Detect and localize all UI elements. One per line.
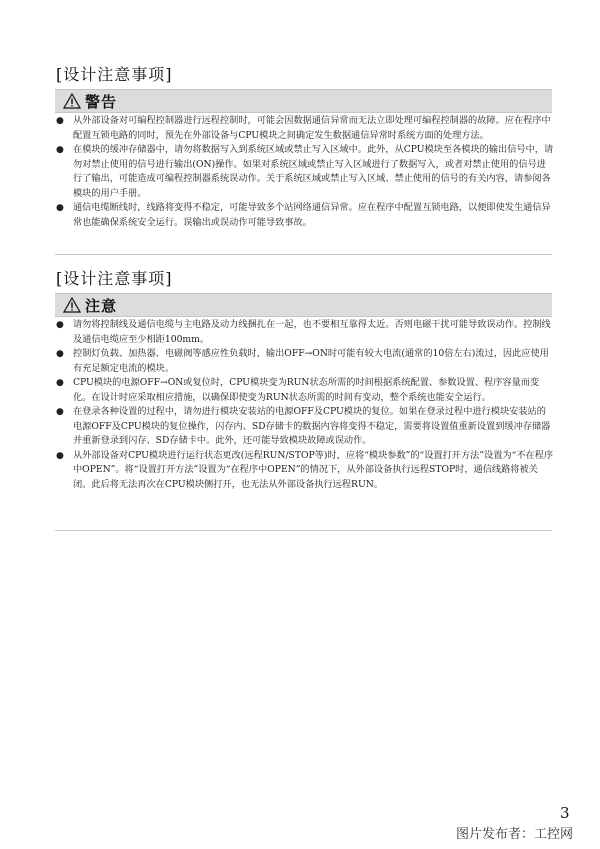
caution-header xyxy=(55,293,552,317)
list-item-text: CPU模块的电源OFF→ON或复位时，CPU模块变为RUN状态所需的时间根据系统配置、参数设置、程序容量而变化。在设计时应采取相应措施，以确保即使变为RUN状态所需的时间有变动，整个系统也能安全运行。 xyxy=(73,377,540,403)
warning-header-label: 警告 xyxy=(85,92,118,111)
caution-list xyxy=(54,318,554,492)
list-item-text: 在模块的缓冲存储器中，请勿将数据写入到系统区域或禁止写入区域中。此外，从CPU模块至各模块的输出信号中，请勿对禁止使用的信号进行输出(ON)操作。如果对系统区域或禁止写入区域进行了数据写入，或者对禁止使用的信号进行了输出，可能造成可编程控制器系统误动作。关于系统区域或禁止写入区域、禁止使用的信号的有关内容，请参阅各模块的用户手册。 xyxy=(73,144,554,199)
list-item-text: 从外部设备对CPU模块进行运行状态更改(远程RUN/STOP等)时，应将“模块参数”的“设置打开方法”设置为“不在程序中OPEN”。将“设置打开方法”设置为“在程序中OPEN”的情况下，从外部设备执行远程STOP时，通信线路将被关闭。此后将无法再次在CPU模块侧打开，也无法从外部设备执行远程RUN。 xyxy=(73,449,554,490)
list-item xyxy=(54,405,554,449)
list-item xyxy=(54,347,554,376)
list-item-text: 在登录各种设置的过程中，请勿进行模块安装站的电源OFF及CPU模块的复位。如果在登录过程中进行模块安装站的电源OFF及CPU模块的复位操作，闪存内、SD存储卡的数据内容将变得不稳定，需要将设置值重新设置到缓冲存储器并重新登录到闪存、SD存储卡中。此外，还可能导致模块故障或误动作。 xyxy=(73,406,551,446)
list-item-text: 控制灯负载、加热器、电磁阀等感应性负载时，输出OFF→ON时可能有较大电流(通常的10倍左右)流过，因此应使用有充足额定电流的模块。 xyxy=(73,348,549,374)
bullet-icon: ● xyxy=(56,320,64,330)
list-item xyxy=(54,376,554,405)
bullet-icon: ● xyxy=(56,145,64,155)
list-item-text: 从外部设备对可编程控制器进行远程控制时，可能会因数据通信异常而无法立即处理可编程控制器的故障。应在程序中配置互锁电路的同时，预先在外部设备与CPU模块之间确定发生数据通信异常时系统方面的处理方法。 xyxy=(73,115,551,141)
section-title-design-warning: [设计注意事项] xyxy=(56,65,173,84)
list-item-text: 通信电缆断线时，线路将变得不稳定，可能导致多个站网络通信异常。应在程序中配置互锁电路，以便即使发生通信异常也能确保系统安全运行。误输出或误动作可能导致事故。 xyxy=(73,202,551,228)
bullet-icon: ● xyxy=(56,450,64,461)
bullet-icon: ● xyxy=(56,349,64,359)
footer-credit: 图片发布者：工控网 xyxy=(456,827,574,842)
section-title-design-caution: [设计注意事项] xyxy=(56,269,173,288)
caution-triangle-icon xyxy=(63,297,81,313)
section-divider xyxy=(55,254,552,255)
page-number: 3 xyxy=(560,804,570,822)
bullet-icon: ● xyxy=(56,203,64,213)
warning-triangle-icon xyxy=(63,93,81,109)
caution-header-label: 注意 xyxy=(85,296,118,315)
warning-header xyxy=(55,89,552,113)
warning-list xyxy=(54,114,554,230)
list-item xyxy=(54,449,554,493)
bullet-icon: ● xyxy=(56,116,64,126)
list-item-text: 请勿将控制线及通信电缆与主电路及动力线捆扎在一起，也不要相互靠得太近。否则电磁干扰可能导致误动作。控制线及通信电缆应至少相距100mm。 xyxy=(73,319,551,345)
list-item xyxy=(54,143,554,201)
list-item xyxy=(54,201,554,230)
bullet-icon: ● xyxy=(56,378,64,388)
list-item xyxy=(54,318,554,347)
bullet-icon: ● xyxy=(56,407,64,417)
list-item xyxy=(54,114,554,143)
section-divider xyxy=(55,530,552,531)
